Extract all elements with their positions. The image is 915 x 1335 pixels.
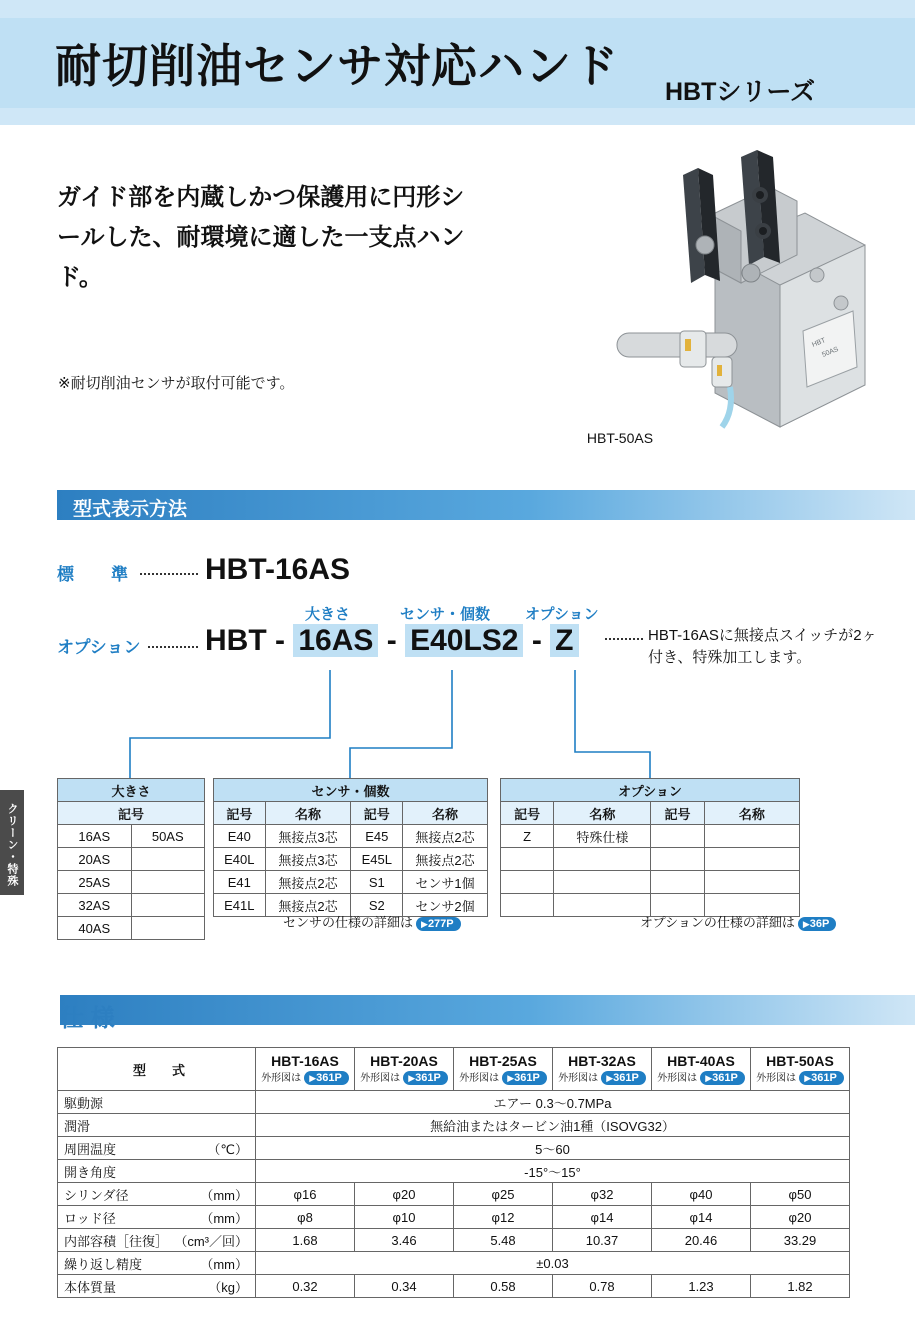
table-row [501,848,800,871]
page-link-sensor[interactable]: ▶277P [416,917,461,931]
cell: 3.46 [355,1229,454,1252]
svg-text:50AS: 50AS [821,345,840,359]
cell: E45 [351,825,403,848]
page-link-drawing[interactable]: ▶361P [799,1071,844,1085]
cell: 無接点3芯 [265,825,351,848]
table-row [58,917,205,940]
spec-model-col-1 [355,1048,454,1091]
cell [554,848,651,871]
col-header: 名称 [403,802,488,825]
col-header: 記号 [651,802,704,825]
triangle-icon: ▶ [421,919,428,929]
cell: φ50 [751,1183,850,1206]
page-number: 277 [427,918,447,930]
standard-dots [140,573,198,575]
page-link-drawing[interactable]: ▶361P [304,1071,349,1085]
drawing-ref: 外形図は ▶361P [752,1069,848,1085]
model-name: HBT-50AS [766,1053,834,1069]
option-note: HBT-16ASに無接点スイッチが2ヶ付き、特殊加工します。 [648,627,877,666]
triangle-icon: ▶ [408,1073,416,1083]
cell: 無接点2芯 [403,825,488,848]
page-link-drawing[interactable]: ▶361P [700,1071,745,1085]
unit: （mm） [200,1256,248,1272]
spec-header-row [58,1048,850,1091]
cell: φ20 [355,1183,454,1206]
cell: φ10 [355,1206,454,1229]
table-sensor [213,778,488,917]
table-row [58,1229,850,1252]
spec-model-col-5 [751,1048,850,1091]
lead-note: ※耐切削油センサが取付可能です。 [58,375,295,392]
col-header: 名称 [704,802,799,825]
option-dots [148,646,198,648]
sensor-reference [283,912,461,931]
side-tab: クリーン・特殊 [0,790,24,895]
cell [501,871,554,894]
section-header-model-code [57,490,915,520]
table-row [58,825,205,848]
page-link-drawing[interactable]: ▶361P [601,1071,646,1085]
label: 周囲温度 [64,1141,117,1157]
label: ロッド径 [64,1210,116,1226]
page-title: 耐切削油センサ対応ハンド [55,40,619,92]
cell: エアー 0.3〜0.7MPa [256,1091,850,1114]
cell: 5.48 [454,1229,553,1252]
page-link-drawing[interactable]: ▶361P [502,1071,547,1085]
spec-label [58,1183,256,1206]
sensor-reference-text: センサの仕様の詳細は [283,915,414,930]
table-option-title: オプション [501,779,800,802]
cell: 0.34 [355,1275,454,1298]
photo-caption: HBT-50AS [586,430,654,446]
spec-label [58,1160,256,1183]
table-row [58,848,205,871]
cell: 32AS [58,894,132,917]
spec-label [58,1252,256,1275]
cell: ±0.03 [256,1252,850,1275]
cell: φ32 [553,1183,652,1206]
drawing-ref: 外形図は ▶361P [455,1069,551,1085]
drawing-ref: 外形図は ▶361P [356,1069,452,1085]
label: 潤滑 [64,1118,91,1134]
cell: 1.68 [256,1229,355,1252]
cell: φ14 [553,1206,652,1229]
cell [651,848,704,871]
cell: センサ1個 [403,871,488,894]
drawing-ref: 外形図は ▶361P [653,1069,749,1085]
triangle-icon: ▶ [309,1073,317,1083]
table-row [214,825,488,848]
cell: φ25 [454,1183,553,1206]
triangle-icon: ▶ [507,1073,515,1083]
section-header-model-code-label: 型式表示方法 [73,499,188,520]
page-number: 361 [316,1072,335,1084]
spec-model-col-2 [454,1048,553,1091]
spec-label [58,1206,256,1229]
cell [554,894,651,917]
table-row [58,1183,850,1206]
svg-text:HBT: HBT [811,337,827,349]
caption-option: オプション [525,606,599,623]
section-header-spec-label: 仕 様 [60,1005,115,1032]
label: 繰り返し精度 [64,1256,143,1272]
spec-table [57,1047,850,1298]
drawing-ref: 外形図は ▶361P [257,1069,353,1085]
label: 内部容積［往復］ [64,1233,169,1249]
cell: E40 [214,825,266,848]
cell: E40L [214,848,266,871]
option-note-dots [605,638,643,640]
table-row [58,1091,850,1114]
cell: φ20 [751,1206,850,1229]
table-row [501,871,800,894]
cell [704,848,799,871]
cell: S2 [351,894,403,917]
spec-row-header: 型 式 [58,1048,256,1091]
page-number: 361 [514,1072,533,1084]
code-option: Z [550,624,578,657]
standard-label: 標 準 [57,565,138,584]
code-dash-2: - [386,624,397,657]
page-link-drawing[interactable]: ▶361P [403,1071,448,1085]
cell: -15°〜15° [256,1160,850,1183]
spec-label [58,1275,256,1298]
model-name: HBT-16AS [271,1053,339,1069]
lead-copy: ガイド部を内蔵しかつ保護用に円形シールした、耐環境に適した一支点ハンド。 [57,184,465,291]
table-size-title: 大きさ [58,779,205,802]
table-row [58,1206,850,1229]
cell [651,825,704,848]
cell: 40AS [58,917,132,940]
table-size [57,778,205,940]
option-label: オプション [57,638,141,657]
triangle-icon: ▶ [802,919,810,929]
cell: 5〜60 [256,1137,850,1160]
cell: 1.23 [652,1275,751,1298]
cell: φ40 [652,1183,751,1206]
table-row [58,1275,850,1298]
table-row [58,1114,850,1137]
model-name: HBT-40AS [667,1053,735,1069]
label: 駆動源 [64,1095,104,1111]
product-photo [565,135,875,435]
unit: （mm） [200,1210,248,1226]
cell [131,871,205,894]
cell: 20.46 [652,1229,751,1252]
label: シリンダ径 [64,1187,129,1203]
unit: （cm³／回） [174,1233,248,1249]
spec-model-col-4 [652,1048,751,1091]
model-name: HBT-20AS [370,1053,438,1069]
table-row [501,825,800,848]
page-banner [0,0,915,125]
cell [131,917,205,940]
code-dash-3: - [531,624,542,657]
cell: 33.29 [751,1229,850,1252]
cell [554,871,651,894]
standard-model-code: HBT-16AS [205,553,351,586]
cell: E45L [351,848,403,871]
cell [704,825,799,848]
cell: φ16 [256,1183,355,1206]
code-size: 16AS [293,624,378,657]
col-header: 記号 [501,802,554,825]
label: 開き角度 [64,1164,117,1180]
table-row [58,1137,850,1160]
model-name: HBT-25AS [469,1053,537,1069]
table-sensor-title: センサ・個数 [214,779,488,802]
code-prefix: HBT [205,624,267,657]
cell: 16AS [58,825,132,848]
spec-label [58,1114,256,1137]
section-header-spec [57,995,915,1025]
unit: （kg） [208,1279,248,1295]
cell: 0.78 [553,1275,652,1298]
code-dash-1: - [275,624,285,657]
connector-lines [0,660,915,785]
table-row [58,894,205,917]
option-reference-text: オプションの仕様の詳細は [640,915,795,930]
cell: センサ2個 [403,894,488,917]
col-header: 記号 [214,802,266,825]
spec-model-col-3 [553,1048,652,1091]
col-header: 記号 [351,802,403,825]
caption-size: 大きさ [305,606,351,623]
table-option [500,778,800,917]
cell: 25AS [58,871,132,894]
unit: （mm） [200,1187,248,1203]
page-number: 361 [811,1072,830,1084]
table-row [58,1252,850,1275]
page-link-option[interactable]: ▶36P [798,917,837,931]
table-size-subhead: 記号 [58,802,205,825]
cell: φ14 [652,1206,751,1229]
cell [131,894,205,917]
series-label: HBTシリーズ [665,78,816,106]
col-header: 名称 [265,802,351,825]
cell: Z [501,825,554,848]
cell: 50AS [131,825,205,848]
table-row [58,1160,850,1183]
cell: 無接点2芯 [265,894,351,917]
cell [501,894,554,917]
table-row [214,871,488,894]
cell: 特殊仕様 [554,825,651,848]
triangle-icon: ▶ [804,1073,812,1083]
cell: E41 [214,871,266,894]
model-name: HBT-32AS [568,1053,636,1069]
cell: 無接点2芯 [265,871,351,894]
table-row [58,871,205,894]
cell: φ8 [256,1206,355,1229]
triangle-icon: ▶ [705,1073,713,1083]
page-number: 36 [809,918,823,930]
cell: 1.82 [751,1275,850,1298]
table-row [214,848,488,871]
label: 本体質量 [64,1279,117,1295]
caption-sensor: センサ・個数 [400,606,491,623]
cell: 無接点2芯 [403,848,488,871]
cell: 20AS [58,848,132,871]
cell: 無接点3芯 [265,848,351,871]
spec-label [58,1229,256,1252]
drawing-ref: 外形図は ▶361P [554,1069,650,1085]
page-number: 361 [613,1072,632,1084]
cell: 無給油またはタービン油1種（ISOVG32） [256,1114,850,1137]
triangle-icon: ▶ [606,1073,614,1083]
cell: E41L [214,894,266,917]
col-header: 名称 [554,802,651,825]
spec-label [58,1137,256,1160]
cell [704,871,799,894]
unit: （℃） [207,1141,248,1157]
cell: φ12 [454,1206,553,1229]
cell: 10.37 [553,1229,652,1252]
cell: S1 [351,871,403,894]
cell: 0.58 [454,1275,553,1298]
code-sensor: E40LS2 [405,624,523,657]
spec-label [58,1091,256,1114]
option-reference [640,912,836,931]
page-number: 361 [712,1072,731,1084]
cell [131,848,205,871]
cell: 0.32 [256,1275,355,1298]
page-number: 361 [415,1072,434,1084]
option-model-code [205,624,579,658]
cell [651,871,704,894]
cell [501,848,554,871]
spec-model-col-0 [256,1048,355,1091]
